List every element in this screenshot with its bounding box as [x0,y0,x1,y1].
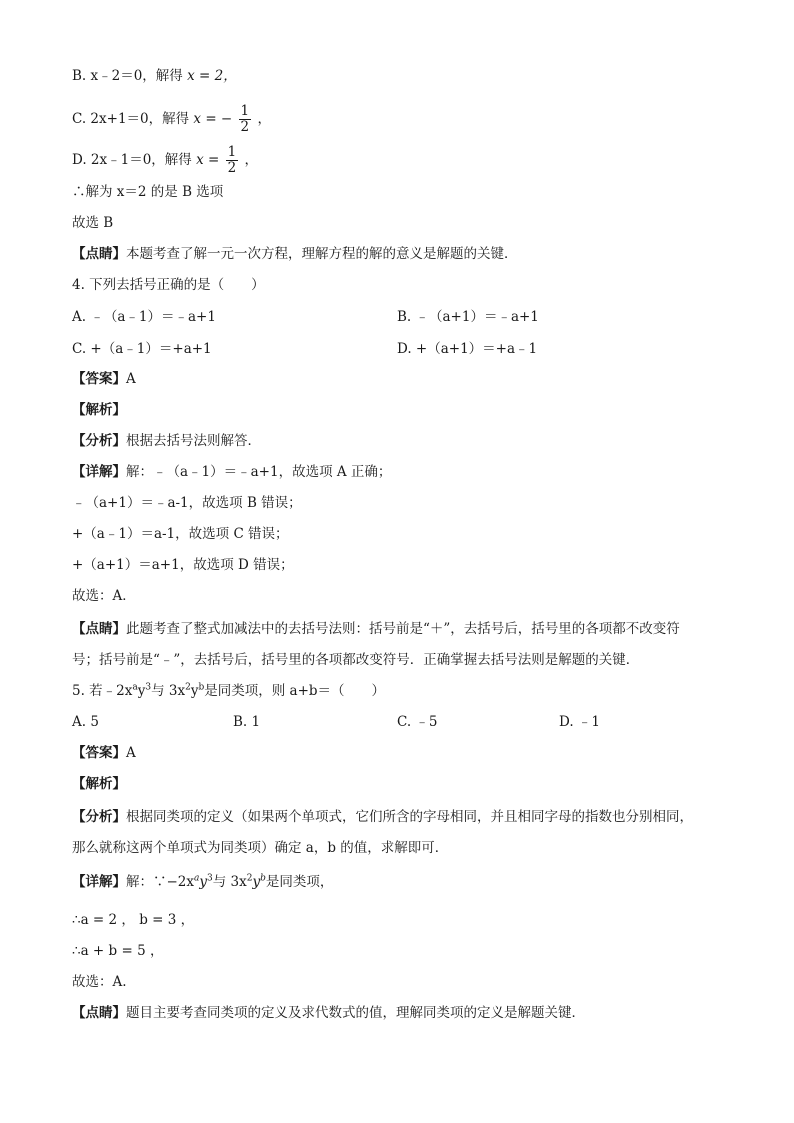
q4-fenxi [72,432,261,450]
exponent: b [260,873,266,884]
q4-xiangjie-2: ﹣（a+1）＝﹣a-1，故选项 B 错误； [72,495,302,511]
q5-step-2: ∴a + b = 5 ， [72,943,164,959]
answer-value: A [126,745,136,761]
q5-option-d: D. ﹣1 [559,714,601,730]
option-c-tail: ， [257,111,271,127]
q4-choose: 故选：A． [72,588,136,604]
therefore-line: ∴解为 x＝2 的是 B 选项 [72,184,224,200]
option-d-tail: ， [244,152,259,168]
option-c-text: C. 2x+1＝0，解得 [72,111,190,127]
choose-line: 故选 B [72,215,114,231]
option-d-text: D. 2x﹣1＝0，解得 [72,152,192,168]
option-c-solution [72,104,271,135]
q5-option-c: C. ﹣5 [397,714,438,730]
xiangjie-part: y [199,874,208,890]
dianjing-tag: 【点睛】 [72,1005,126,1021]
q4-option-b: B. ﹣（a+1）＝﹣a+1 [397,309,539,325]
q5-choose: 故选：A. [72,974,127,990]
xiangjie-part: y [252,874,261,890]
q4-option-a: A. ﹣（a﹣1）＝﹣a+1 [72,309,216,325]
answer-value: A [126,371,136,387]
fraction-numerator: 1 [240,103,250,119]
dianjing-tag: 【点睛】 [72,621,126,637]
fenxi-text: 根据同类项的定义（如果两个单项式，它们所含的字母相同，并且相同字母的指数也分别相同， [126,809,693,825]
q5-step-1: ∴a = 2 ， b = 3 ， [72,912,195,928]
jiexi-tag: 【解析】 [72,402,126,418]
xiangjie-text: 解：﹣（a﹣1）＝﹣a+1，故选项 A 正确； [126,464,392,480]
q5-xiangjie [72,873,333,891]
q4-option-d: D. +（a+1）＝+a﹣1 [397,341,538,357]
q5-stem-part: 5. 若﹣2x [72,683,133,699]
exponent: 2 [246,873,253,884]
option-d-fraction [226,145,239,176]
option-b-text: B. x﹣2＝0，解得 [72,68,183,84]
q4-answer [72,370,136,388]
q5-option-b: B. 1 [233,714,261,730]
exponent: 3 [207,873,213,884]
exponent: a [132,682,138,693]
q5-stem-part: 与 3x [151,683,186,699]
dianjing-text: 题目主要考查同类项的定义及求代数式的值，理解同类项的定义是解题关键． [126,1005,585,1021]
option-d-solution [72,145,258,176]
q4-dianjing-2: 号；括号前是“﹣”，去括号后，括号里的各项都改变符号．正确掌握去括号法则是解题的关键． [72,652,640,668]
exponent: 2 [185,682,191,693]
exponent: a [194,873,200,884]
fraction-denominator: 2 [227,160,237,176]
option-d-lhs: x = [196,152,220,168]
q4-jiexi [72,401,126,419]
fenxi-tag: 【分析】 [72,433,126,449]
q5-stem-part: y [137,683,146,699]
answer-tag: 【答案】 [72,745,126,761]
q5-option-a: A. 5 [72,714,99,730]
exponent: 3 [145,682,152,693]
q5-fenxi-2: 那么就称这两个单项式为同类项）确定 a，b 的值，求解即可． [72,840,449,856]
fenxi-tag: 【分析】 [72,809,126,825]
option-c-lhs: x = − [193,111,233,127]
option-b-solution [72,67,237,85]
q5-answer [72,744,136,762]
q4-stem: 4. 下列去括号正确的是（ ） [72,277,265,293]
fenxi-text: 根据去括号法则解答． [126,433,261,449]
xiangjie-part: 解：∵−2x [126,874,195,890]
q4-dianjing-1 [72,620,680,638]
q4-xiangjie-3: +（a﹣1）＝a-1，故选项 C 错误； [72,526,289,542]
q5-dianjing [72,1004,585,1022]
dianjing-text: 此题考查了整式加减法中的去括号法则：括号前是“＋”，去括号后，括号里的各项都不改变符 [126,621,680,637]
q5-stem-part: y [190,683,199,699]
q5-stem [72,682,385,700]
q4-option-c: C. +（a﹣1）＝+a+1 [72,341,212,357]
fraction-denominator: 2 [240,119,250,135]
option-b-result: x = 2， [187,68,237,84]
xiangjie-part: 与 3x [212,874,247,890]
dianjing-text: 本题考查了解一元一次方程，理解方程的解的意义是解题的关键． [126,246,518,262]
xiangjie-tag: 【详解】 [72,874,126,890]
xiangjie-part: 是同类项， [265,874,334,890]
fraction-numerator: 1 [227,144,237,160]
q3-dianjing [72,245,518,263]
option-c-fraction [239,104,252,135]
q5-stem-part: 是同类项，则 a+b＝（ ） [204,683,386,699]
xiangjie-tag: 【详解】 [72,464,126,480]
q5-fenxi-1 [72,808,693,826]
exponent: b [198,682,205,693]
jiexi-tag: 【解析】 [72,776,126,792]
q4-xiangjie-1 [72,463,391,481]
q4-xiangjie-4: +（a+1）＝a+1，故选项 D 错误； [72,557,294,573]
answer-tag: 【答案】 [72,371,126,387]
q5-jiexi [72,775,126,793]
dianjing-tag: 【点睛】 [72,246,126,262]
